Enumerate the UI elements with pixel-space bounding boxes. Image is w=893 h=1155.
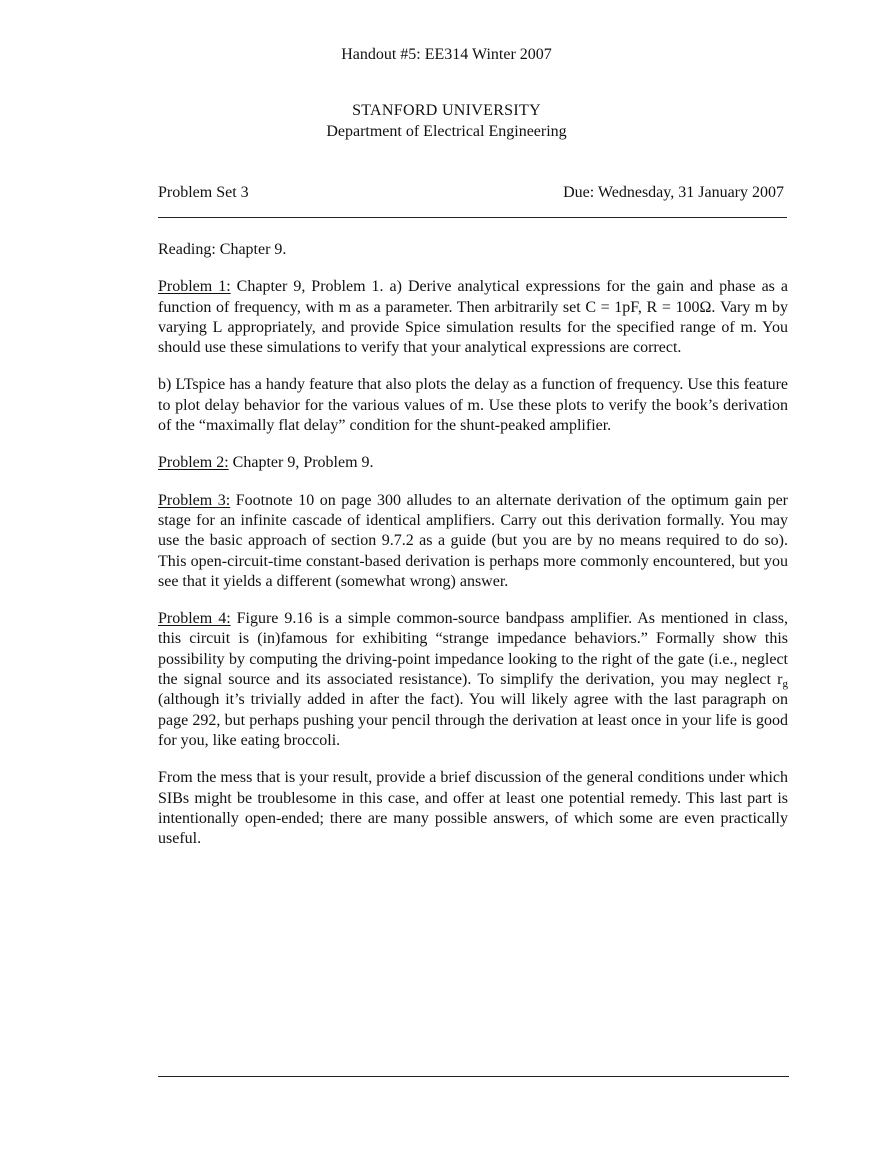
problem-4-text-b: (although it’s trivially added in after the fact). You will likely agree with the last paragraph on page 292, but perhaps pushing your pencil through the derivation at least once in your life is good for you, like eating broccoli.: [158, 691, 788, 749]
problem-2-text: Chapter 9, Problem 9.: [228, 454, 374, 472]
due-date: Due: Wednesday, 31 January 2007: [563, 184, 784, 201]
problem-4: [158, 609, 788, 751]
problem-1-label: Problem 1:: [158, 278, 231, 296]
university-name: STANFORD UNIVERSITY: [352, 102, 541, 119]
problem-4-text-a: Figure 9.16 is a simple common-source bandpass amplifier. As mentioned in class, this circuit is (in)famous for exhibiting “strange impedance behaviors.” Formally show this possibility by computing the driving-point impedance looking to the right of the gate (i.e., neglect the signal source and its associated resistance). To simplify the derivation, you may neglect r: [158, 610, 788, 689]
problem-set-body: [158, 240, 788, 866]
bottom-divider: [158, 1076, 789, 1077]
handout-title: Handout #5: EE314 Winter 2007: [341, 46, 552, 63]
department-name: Department of Electrical Engineering: [326, 123, 567, 140]
problem-4-subscript: g: [782, 678, 788, 691]
problem-3-text: Footnote 10 on page 300 alludes to an alternate derivation of the optimum gain per stage for an infinite cascade of identical amplifiers. Carry out this derivation formally. You may use the basic approach of section 9.7.2 as a guide (but you are by no means required to do so). This open-circuit-time constant-based derivation is perhaps more commonly encountered, but you see that it yields a different (somewhat wrong) answer.: [158, 491, 788, 590]
problem-3-label: Problem 3:: [158, 491, 231, 509]
top-divider: [158, 217, 787, 218]
reading-assignment: Reading: Chapter 9.: [158, 241, 287, 258]
problem-4-label: Problem 4:: [158, 610, 231, 628]
problem-4-followup: From the mess that is your result, provide a brief discussion of the general conditions under which SIBs might be troublesome in this case, and offer at least one potential remedy. This last part is intentionally open-ended; there are many possible answers, of which some are even practically useful.: [158, 769, 788, 848]
problem-2-label: Problem 2:: [158, 454, 229, 472]
problem-1-text: Chapter 9, Problem 1. a) Derive analytical expressions for the gain and phase as a function of frequency, with m as a parameter. Then arbitrarily set C = 1pF, R = 100Ω. Vary m by varying L appropriately, and provide Spice simulation results for the specified range of m. You should use these simulations to verify that your analytical expressions are correct.: [158, 278, 788, 357]
problem-set-label: Problem Set 3: [158, 184, 249, 201]
problem-3: [158, 491, 788, 592]
problem-1-part-b: b) LTspice has a handy feature that also plots the delay as a function of frequency. Use this feature to plot delay behavior for the various values of m. Use these plots to verify the book’s derivation of the “maximally flat delay” condition for the shunt-peaked amplifier.: [158, 376, 788, 435]
problem-2: [158, 453, 788, 473]
problem-1-part-a: [158, 277, 788, 358]
